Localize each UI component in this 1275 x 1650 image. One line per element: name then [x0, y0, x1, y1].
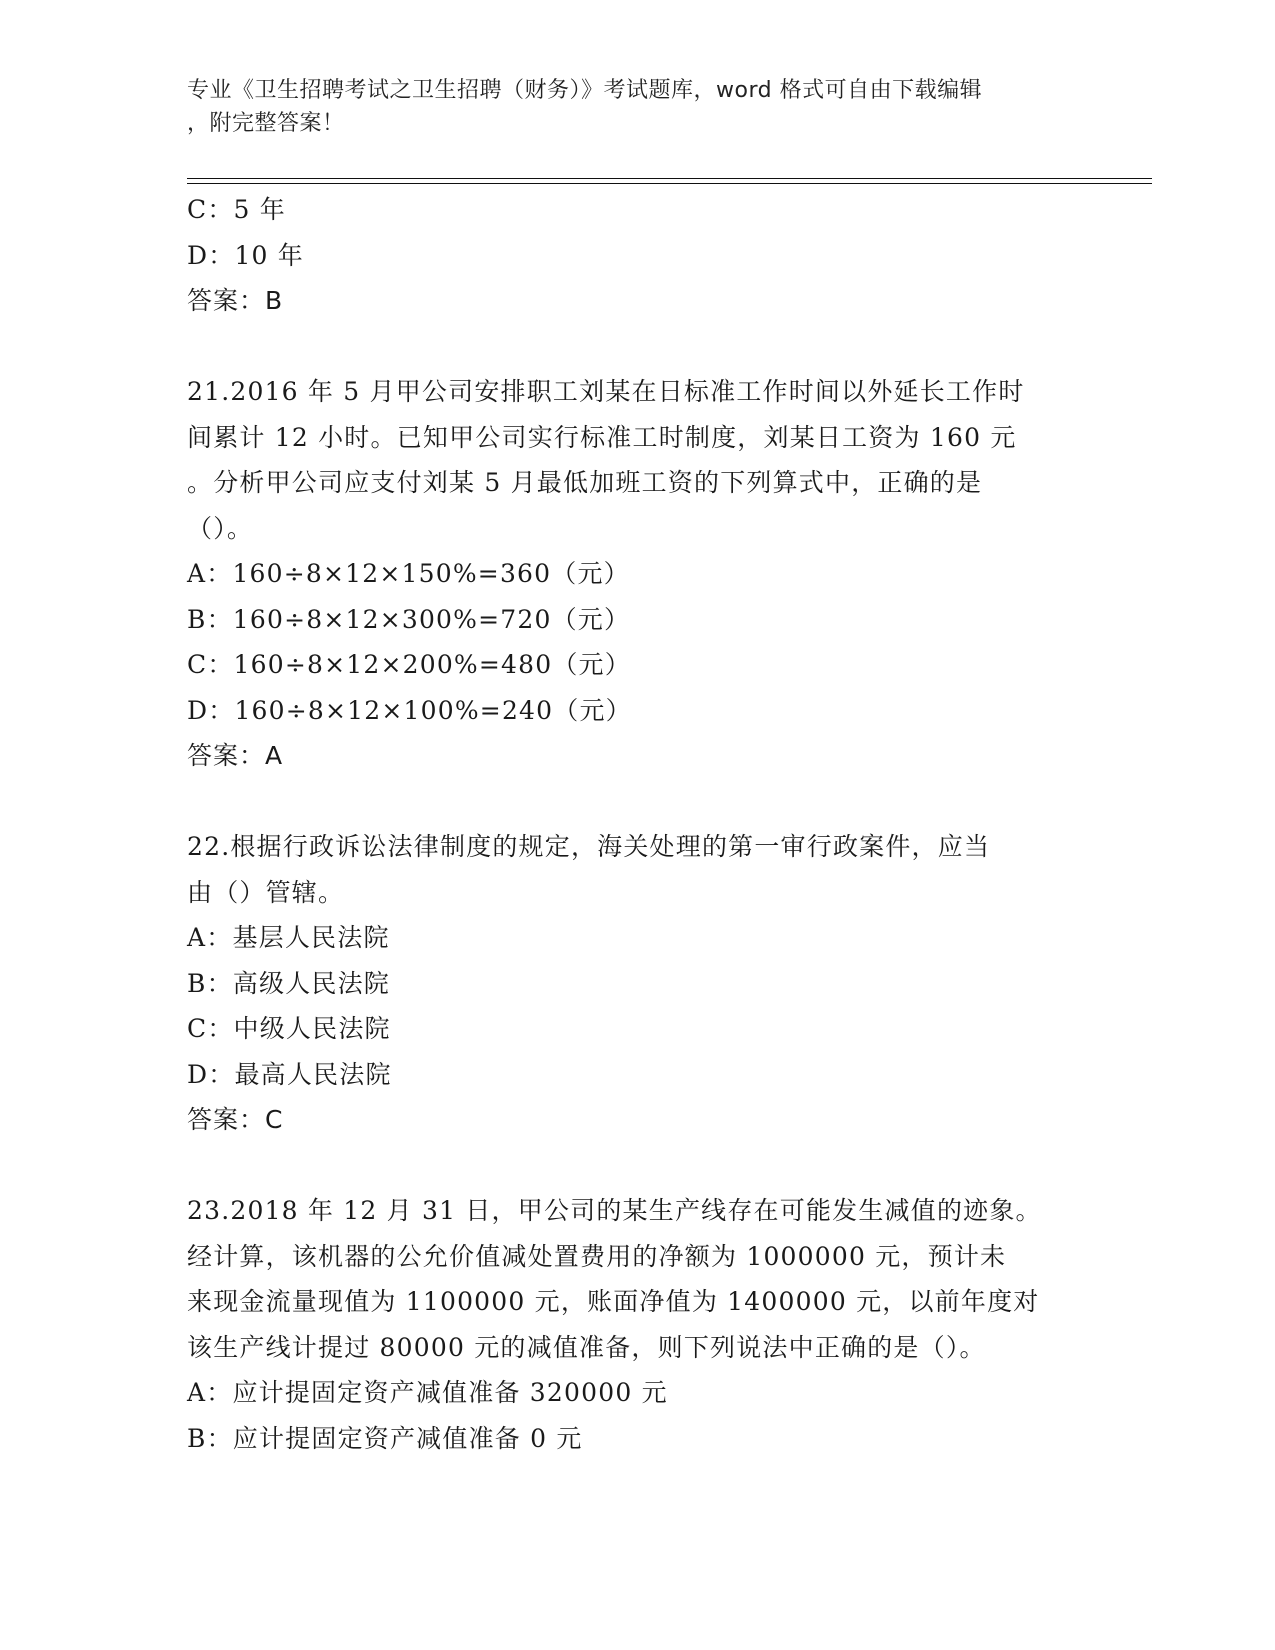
q21-option-c: C：160÷8×12×200%=480（元）: [187, 650, 631, 679]
header-line-1: 专业《卫生招聘考试之卫生招聘（财务）》考试题库，word 格式可自由下载编辑: [187, 78, 983, 103]
q23-stem-line-4: 该生产线计提过 80000 元的减值准备，则下列说法中正确的是（）。: [187, 1332, 986, 1362]
q21-option-d: D：160÷8×12×100%=240（元）: [187, 695, 632, 725]
q23-option-a: A：应计提固定资产减值准备 320000 元: [187, 1378, 668, 1407]
question-content: [187, 187, 1087, 1461]
q21-option-a: A：160÷8×12×150%=360（元）: [187, 559, 630, 588]
q22-stem-line-1: 22.根据行政诉讼法律制度的规定，海关处理的第一审行政案件，应当: [187, 832, 991, 861]
header-line-2: ，附完整答案！: [187, 111, 345, 136]
q23-option-b: B：应计提固定资产减值准备 0 元: [187, 1423, 583, 1453]
question-23: [187, 1188, 1087, 1461]
page-header: [187, 74, 1067, 140]
q22-option-d: D：最高人民法院: [187, 1059, 392, 1089]
q21-answer: 答案：A: [187, 741, 284, 770]
q21-option-b: B：160÷8×12×300%=720（元）: [187, 604, 631, 634]
header-rule-top: [187, 178, 1152, 179]
q20-option-d: D：10 年: [187, 240, 305, 270]
q21-stem-line-2: 间累计 12 小时。已知甲公司实行标准工时制度，刘某日工资为 160 元: [187, 422, 1017, 452]
q22-option-c: C：中级人民法院: [187, 1014, 391, 1043]
q22-stem-line-2: 由（）管辖。: [187, 877, 345, 907]
q23-stem-line-2: 经计算，该机器的公允价值减处置费用的净额为 1000000 元，预计未: [187, 1241, 1007, 1271]
q22-answer: 答案：C: [187, 1105, 284, 1134]
q22-option-a: A：基层人民法院: [187, 923, 390, 952]
spacer: [187, 324, 1087, 370]
question-21: [187, 369, 1087, 779]
q21-stem-line-3: 。分析甲公司应支付刘某 5 月最低加班工资的下列算式中，正确的是: [187, 468, 983, 497]
question-22: [187, 824, 1087, 1143]
q22-option-b: B：高级人民法院: [187, 968, 390, 998]
q21-stem-line-1: 21.2016 年 5 月甲公司安排职工刘某在日标准工作时间以外延长工作时: [187, 377, 1025, 406]
spacer: [187, 1143, 1087, 1189]
header-rule-bottom: [187, 183, 1152, 184]
q23-stem-line-3: 来现金流量现值为 1100000 元，账面净值为 1400000 元，以前年度对: [187, 1287, 1040, 1316]
q23-stem-line-1: 23.2018 年 12 月 31 日，甲公司的某生产线存在可能发生减值的迹象。: [187, 1196, 1042, 1225]
spacer: [187, 779, 1087, 825]
q21-stem-line-4: （）。: [187, 513, 254, 543]
q20-option-c: C：5 年: [187, 195, 286, 224]
q20-answer: 答案：B: [187, 286, 284, 315]
